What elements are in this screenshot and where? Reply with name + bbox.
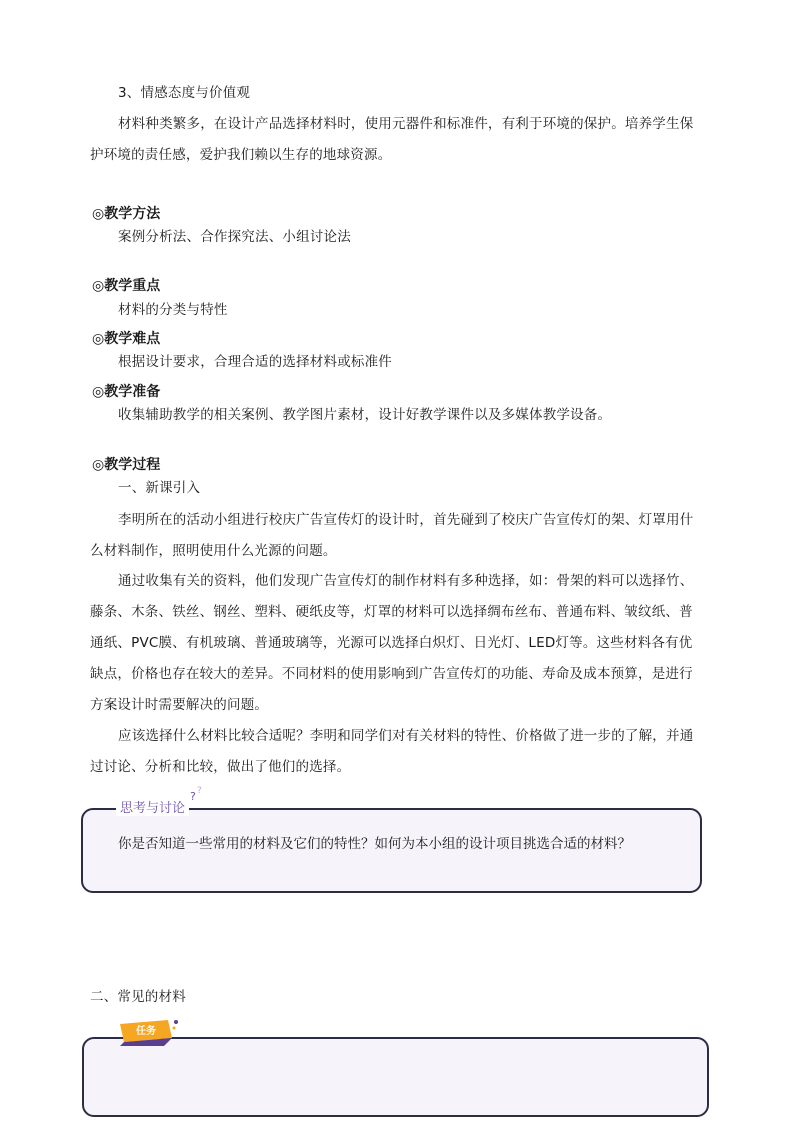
process-paragraph-1: 李明所在的活动小组进行校庆广告宣传灯的设计时，首先碰到了校庆广告宣传灯的架、灯罩用什么材料制作，照明使用什么光源的问题。 xyxy=(90,512,694,559)
methods-text: 案例分析法、合作探究法、小组讨论法 xyxy=(118,229,351,245)
section2-heading: 二、常见的材料 xyxy=(90,989,186,1005)
difficulties-heading: ◎教学难点 xyxy=(92,331,161,347)
task-box xyxy=(82,1037,709,1117)
preparation-heading: ◎教学准备 xyxy=(92,384,161,400)
difficulties-text: 根据设计要求，合理合适的选择材料或标准件 xyxy=(118,354,392,370)
task-label: 任务 xyxy=(136,1026,156,1037)
key-points-heading: ◎教学重点 xyxy=(92,278,161,294)
section-title: 3、情感态度与价值观 xyxy=(118,85,251,101)
process-paragraph-2: 通过收集有关的资料，他们发现广告宣传灯的制作材料有多种选择，如：骨架的料可以选择竹、藤条、木条、铁丝、钢丝、塑料、硬纸皮等，灯罩的材料可以选择绸布丝布、普通布料、皱纹纸、普通纸、PVC膜、有机玻璃、普通玻璃等，光源可以选择白炽灯、日光灯、LED灯等。这些材料各有优缺点，价格也存在较大的差异。不同材料的使用影响到广告宣传灯的功能、寿命及成本预算，是进行方案设计时需要解决的问题。 xyxy=(90,573,694,713)
methods-heading: ◎教学方法 xyxy=(92,206,161,222)
section-paragraph: 材料种类繁多，在设计产品选择材料时，使用元器件和标准件，有利于环境的保护。培养学生保护环境的责任感，爱护我们赖以生存的地球资源。 xyxy=(90,116,694,163)
discussion-question: 你是否知道一些常用的材料及它们的特性？如何为本小组的设计项目挑选合适的材料？ xyxy=(118,836,631,852)
discussion-label: 思考与讨论 xyxy=(116,797,189,816)
process-heading: ◎教学过程 xyxy=(92,457,161,473)
preparation-text: 收集辅助教学的相关案例、教学图片素材，设计好教学课件以及多媒体教学设备。 xyxy=(118,407,612,423)
question-mark-icon: ? xyxy=(190,790,196,803)
process-paragraph-3: 应该选择什么材料比较合适呢？李明和同学们对有关材料的特性、价格做了进一步的了解，并通过讨论、分析和比较，做出了他们的选择。 xyxy=(90,728,694,775)
process-subheading: 一、新课引入 xyxy=(118,480,201,496)
key-points-text: 材料的分类与特性 xyxy=(118,302,228,318)
question-mark-small-icon: ? xyxy=(197,786,202,796)
